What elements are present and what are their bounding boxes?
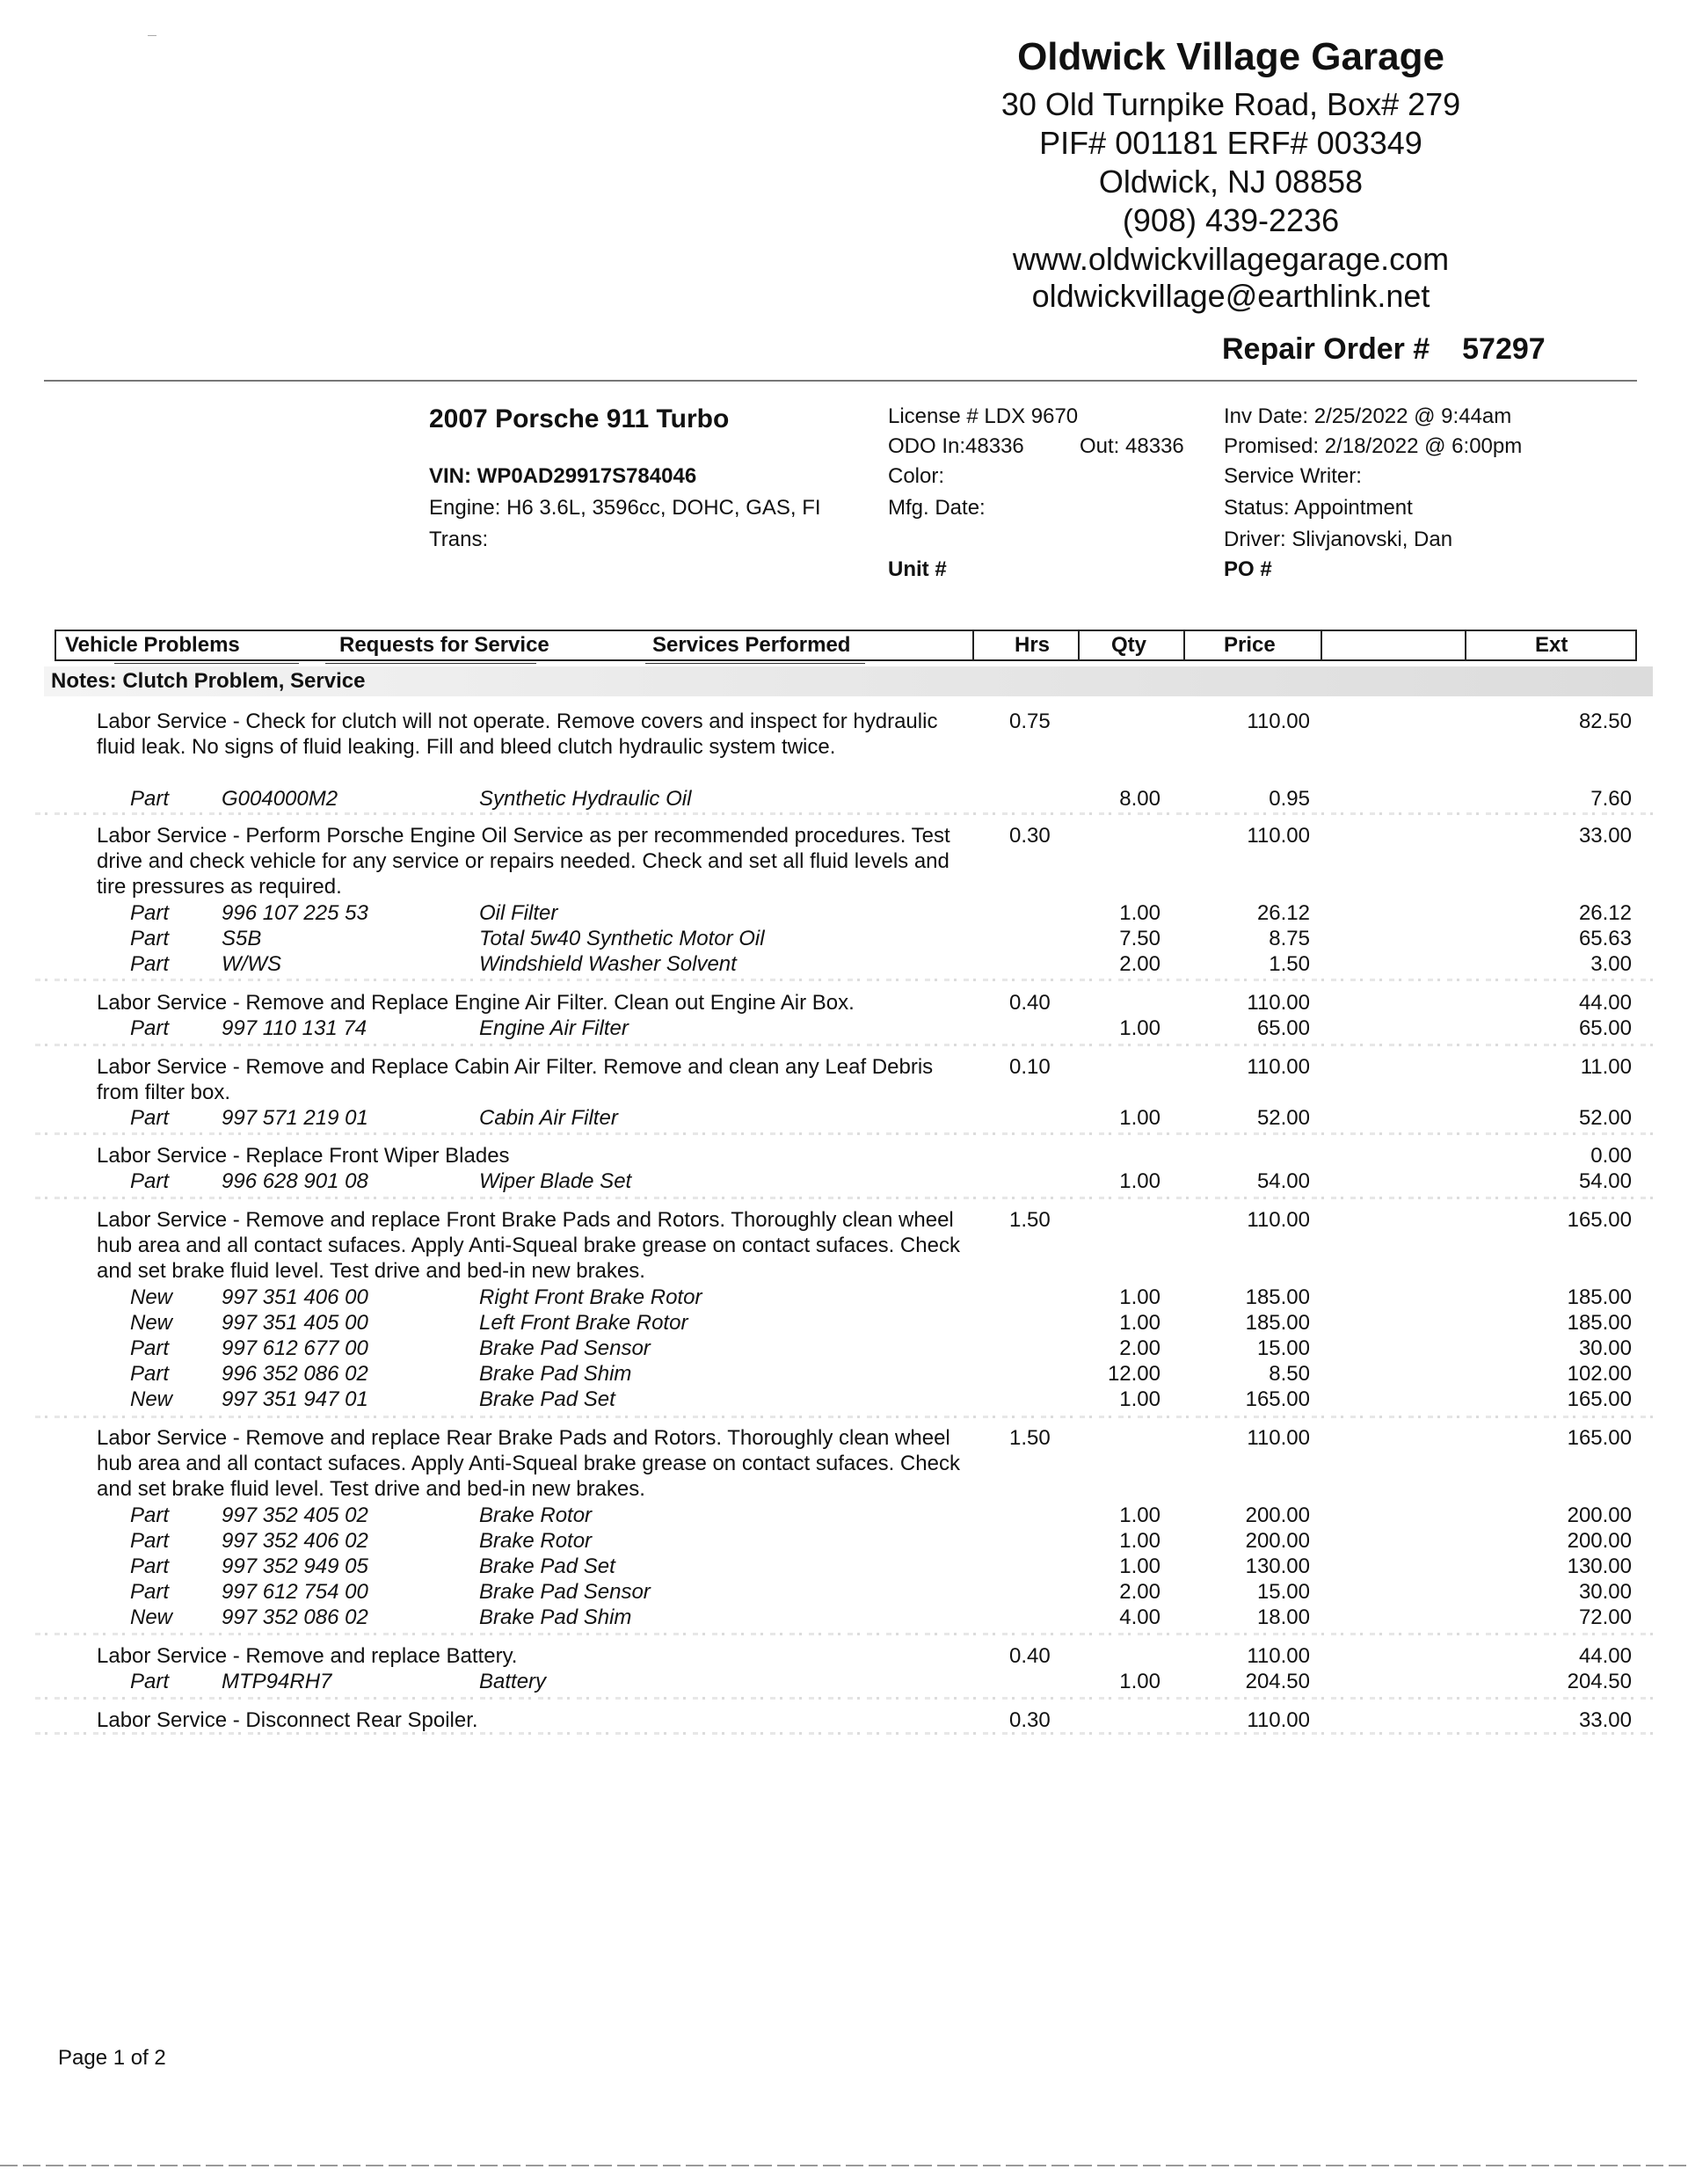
line-extended: 33.00 [1578,1708,1632,1732]
line-price: 110.00 [1247,824,1310,848]
line-extended: 3.00 [1590,952,1632,976]
repair-order-label: Repair Order # [1222,332,1430,366]
part-type: Part [130,1336,170,1360]
line-price: 65.00 [1256,1016,1310,1040]
part-description: Wiper Blade Set [479,1169,632,1193]
part-type: New [130,1387,173,1411]
unit-number: Unit # [888,557,947,581]
part-type: New [130,1605,173,1629]
line-extended: 130.00 [1567,1554,1632,1578]
labor-description: Labor Service - Remove and replace Front Brake Pads and Rotors. Thoroughly clean wheel hub area and all contact sufaces. Apply Anti-Squeal brake grease on contact sufaces. Check and set brake fluid level. Test drive and bed-in new brakes. [97,1208,960,1283]
line-quantity: 2.00 [1119,952,1160,976]
line-quantity: 1.00 [1119,1554,1160,1578]
garage-website: www.oldwickvillagegarage.com [1012,241,1450,277]
part-description: Left Front Brake Rotor [479,1311,688,1335]
part-number: 997 352 406 02 [222,1529,368,1553]
scan-noise [35,812,1653,815]
part-number: W/WS [222,952,281,976]
line-extended: 165.00 [1567,1426,1632,1450]
repair-order-number: 57297 [1462,332,1546,366]
part-description: Brake Pad Shim [479,1605,632,1629]
col-requests: Requests for Service [339,633,549,657]
line-extended: 26.12 [1578,901,1632,925]
line-hours: 0.75 [1009,710,1051,733]
status: Status: Appointment [1224,496,1413,520]
col-ext: Ext [1535,633,1568,657]
part-number: 996 107 225 53 [222,901,368,925]
line-hours: 0.40 [1009,1644,1051,1668]
part-description: Brake Pad Sensor [479,1336,651,1360]
col-qty: Qty [1111,633,1147,657]
part-description: Oil Filter [479,901,558,925]
color-field: Color: [888,464,945,488]
line-extended: 44.00 [1578,1644,1632,1668]
line-quantity: 1.00 [1119,1503,1160,1527]
garage-phone: (908) 439-2236 [1122,202,1340,238]
col-price: Price [1224,633,1276,657]
line-quantity: 2.00 [1119,1580,1160,1604]
line-quantity: 1.00 [1119,1311,1160,1335]
line-hours: 0.30 [1009,824,1051,848]
line-price: 52.00 [1256,1106,1310,1130]
line-extended: 30.00 [1578,1580,1632,1604]
garage-email: oldwickvillage@earthlink.net [1031,278,1430,314]
part-description: Brake Rotor [479,1503,593,1527]
part-number: G004000M2 [222,787,338,811]
scan-noise [35,1697,1653,1700]
line-price: 200.00 [1245,1503,1310,1527]
line-extended: 65.00 [1578,1016,1632,1040]
line-hours: 0.40 [1009,991,1051,1015]
line-quantity: 1.00 [1119,901,1160,925]
line-price: 26.12 [1256,901,1310,925]
line-price: 110.00 [1247,991,1310,1015]
line-extended: 72.00 [1578,1605,1632,1629]
part-description: Right Front Brake Rotor [479,1285,702,1309]
line-price: 110.00 [1247,1055,1310,1079]
part-description: Brake Rotor [479,1529,593,1553]
part-description: Brake Pad Set [479,1387,615,1411]
part-number: 997 612 754 00 [222,1580,368,1604]
garage-address: 30 Old Turnpike Road, Box# 279 [1000,86,1461,122]
line-hours: 0.10 [1009,1055,1051,1079]
driver: Driver: Slivjanovski, Dan [1224,528,1453,551]
part-description: Synthetic Hydraulic Oil [479,787,692,811]
scan-noise [35,1044,1653,1046]
part-description: Total 5w40 Synthetic Motor Oil [479,927,765,950]
part-number: 997 351 405 00 [222,1311,368,1335]
part-number: 997 110 131 74 [222,1016,367,1040]
part-type: Part [130,1016,170,1040]
line-hours: 1.50 [1009,1208,1051,1232]
part-type: Part [130,1554,170,1578]
line-extended: 82.50 [1578,710,1632,733]
mfg-date: Mfg. Date: [888,496,986,520]
col-hrs: Hrs [1015,633,1051,657]
part-type: Part [130,952,170,976]
line-quantity: 1.00 [1119,1387,1160,1411]
odo-out: Out: 48336 [1080,434,1184,458]
part-type: Part [130,1580,170,1604]
part-description: Brake Pad Set [479,1554,615,1578]
line-price: 54.00 [1256,1169,1310,1193]
invoice-date: Inv Date: 2/25/2022 @ 9:44am [1224,404,1512,428]
part-number: 997 352 405 02 [222,1503,368,1527]
scan-noise [35,1132,1653,1135]
line-hours: 0.30 [1009,1708,1051,1732]
line-quantity: 1.00 [1119,1285,1160,1309]
part-type: Part [130,901,170,925]
line-price: 110.00 [1247,1708,1310,1732]
part-number: 996 628 901 08 [222,1169,368,1193]
scan-noise [35,1416,1653,1418]
part-number: S5B [222,927,262,950]
line-price: 185.00 [1245,1311,1310,1335]
line-quantity: 8.00 [1119,787,1160,811]
part-description: Brake Pad Sensor [479,1580,651,1604]
line-extended: 165.00 [1567,1208,1632,1232]
promised-date: Promised: 2/18/2022 @ 6:00pm [1224,434,1523,458]
line-extended: 44.00 [1578,991,1632,1015]
part-type: New [130,1311,173,1335]
line-extended: 200.00 [1567,1503,1632,1527]
line-quantity: 1.00 [1119,1169,1160,1193]
col-services: Services Performed [652,633,851,657]
line-price: 110.00 [1247,1426,1310,1450]
line-extended: 102.00 [1567,1362,1632,1386]
line-quantity: 4.00 [1119,1605,1160,1629]
line-hours: 1.50 [1009,1426,1051,1450]
part-number: 996 352 086 02 [222,1362,368,1386]
part-description: Engine Air Filter [479,1016,629,1040]
part-number: 997 612 677 00 [222,1336,368,1360]
labor-description: Labor Service - Check for clutch will not operate. Remove covers and inspect for hydraulic fluid leak. No signs of fluid leaking. Fill and bleed clutch hydraulic system twice. [97,710,938,759]
odo-in: ODO In:48336 [888,434,1024,458]
line-extended: 33.00 [1578,824,1632,848]
line-price: 15.00 [1256,1336,1310,1360]
part-type: Part [130,1529,170,1553]
part-number: 997 351 947 01 [222,1387,368,1411]
scan-noise [35,1197,1653,1199]
vehicle-engine: Engine: H6 3.6L, 3596cc, DOHC, GAS, FI [429,496,821,520]
line-quantity: 7.50 [1119,927,1160,950]
part-description: Battery [479,1670,547,1693]
part-number: 997 352 949 05 [222,1554,368,1578]
notes-bar: Notes: Clutch Problem, Service [44,666,1653,696]
part-number: MTP94RH7 [222,1670,332,1693]
line-extended: 52.00 [1578,1106,1632,1130]
line-price: 18.00 [1256,1605,1310,1629]
line-price: 8.75 [1269,927,1310,950]
part-type: Part [130,927,170,950]
service-writer: Service Writer: [1224,464,1362,488]
labor-description: Labor Service - Replace Front Wiper Blades [97,1144,510,1168]
part-type: Part [130,787,170,811]
part-type: New [130,1285,173,1309]
labor-description: Labor Service - Remove and replace Battery. [97,1644,518,1668]
part-number: 997 351 406 00 [222,1285,368,1309]
line-extended: 185.00 [1567,1285,1632,1309]
line-extended: 200.00 [1567,1529,1632,1553]
scan-noise [35,979,1653,981]
garage-name: Oldwick Village Garage [1017,35,1444,78]
line-extended: 11.00 [1580,1055,1632,1079]
part-type: Part [130,1503,170,1527]
line-price: 110.00 [1247,710,1310,733]
part-description: Brake Pad Shim [479,1362,632,1386]
line-extended: 165.00 [1567,1387,1632,1411]
license-number: License # LDX 9670 [888,404,1079,428]
line-price: 1.50 [1269,952,1310,976]
footer-rule [0,2165,1688,2166]
garage-ids: PIF# 001181 ERF# 003349 [1039,125,1422,161]
line-price: 8.50 [1269,1362,1310,1386]
line-extended: 30.00 [1578,1336,1632,1360]
line-price: 15.00 [1256,1580,1310,1604]
line-extended: 204.50 [1567,1670,1632,1693]
line-quantity: 1.00 [1119,1016,1160,1040]
line-extended: 7.60 [1590,787,1632,811]
labor-description: Labor Service - Remove and Replace Cabin Air Filter. Remove and clean any Leaf Debris from filter box. [97,1055,934,1104]
line-quantity: 1.00 [1119,1529,1160,1553]
scan-noise [35,1732,1653,1735]
line-price: 110.00 [1247,1208,1310,1232]
vehicle-vin: VIN: WP0AD29917S784046 [429,464,697,488]
line-price: 185.00 [1245,1285,1310,1309]
labor-description: Labor Service - Remove and Replace Engine Air Filter. Clean out Engine Air Box. [97,991,855,1015]
part-type: Part [130,1106,170,1130]
line-quantity: 1.00 [1119,1106,1160,1130]
line-price: 130.00 [1245,1554,1310,1578]
labor-description: Labor Service - Perform Porsche Engine Oil Service as per recommended procedures. Test drive and check vehicle for any service or repairs needed. Check and set all fluid levels and tire pressures as required. [97,824,950,899]
part-description: Windshield Washer Solvent [479,952,737,976]
line-extended: 54.00 [1578,1169,1632,1193]
scan-noise [35,1633,1653,1635]
part-number: 997 352 086 02 [222,1605,368,1629]
vehicle-trans: Trans: [429,528,489,551]
vehicle-title: 2007 Porsche 911 Turbo [429,404,730,433]
part-description: Cabin Air Filter [479,1106,618,1130]
line-quantity: 12.00 [1107,1362,1160,1386]
line-extended: 185.00 [1567,1311,1632,1335]
line-price: 0.95 [1269,787,1310,811]
line-extended: 65.63 [1578,927,1632,950]
line-price: 165.00 [1245,1387,1310,1411]
labor-description: Labor Service - Remove and replace Rear Brake Pads and Rotors. Thoroughly clean wheel hub area and all contact sufaces. Apply Anti-Squeal brake grease on contact sufaces. Check and set brake fluid level. Test drive and bed-in new brakes. [97,1426,960,1501]
part-number: 997 571 219 01 [222,1106,368,1130]
line-price: 204.50 [1245,1670,1310,1693]
line-extended: 0.00 [1590,1144,1632,1168]
part-type: Part [130,1169,170,1193]
col-vehicle-problems: Vehicle Problems [65,633,240,657]
po-number: PO # [1224,557,1272,581]
labor-description: Labor Service - Disconnect Rear Spoiler. [97,1708,478,1732]
line-quantity: 1.00 [1119,1670,1160,1693]
part-type: Part [130,1362,170,1386]
line-price: 110.00 [1247,1644,1310,1668]
part-type: Part [130,1670,170,1693]
line-quantity: 2.00 [1119,1336,1160,1360]
garage-city: Oldwick, NJ 08858 [1098,164,1364,200]
page-number: Page 1 of 2 [58,2046,166,2070]
line-price: 200.00 [1245,1529,1310,1553]
